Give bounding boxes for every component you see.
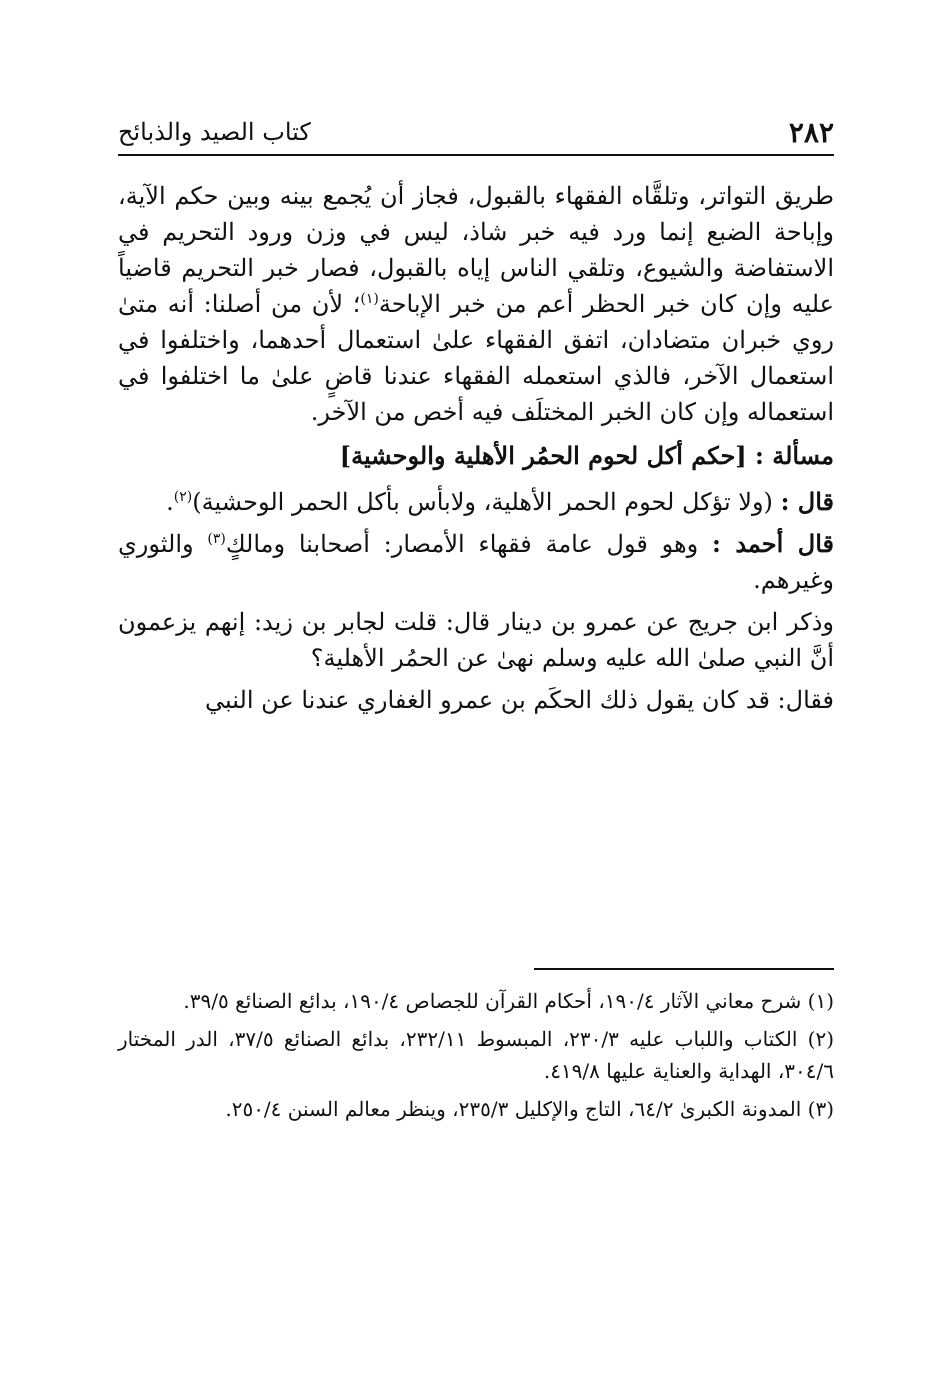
paragraph [118,682,834,718]
page-header [118,112,834,156]
quoted-text: (ولا تؤكل لحوم الحمر الأهلية، ولابأس بأكل الحمر الوحشية) [192,488,773,516]
paragraph-text: فقال: قد كان يقول ذلك الحكَم بن عمرو الغفاري عندنا عن النبي [205,686,834,714]
footnote: (٢) الكتاب واللباب عليه ٢٣٠/٣، المبسوط ٢٣٢/١١، بدائع الصنائع ٣٧/٥، الدر المختار ٣٠٤/٦، الهداية والعناية عليها ٤١٩/٨. [118,1027,834,1083]
speaker-label: قال أحمد : [712,529,834,558]
footnote: (١) شرح معاني الآثار ١٩٠/٤، أحكام القرآن للجصاص ١٩٠/٤، بدائع الصنائع ٣٩/٥. [183,989,834,1013]
footnote: (٣) المدونة الكبرىٰ ٦٤/٢، التاج والإكليل ٢٣٥/٣، وينظر معالم السنن ٢٥٠/٤. [225,1097,834,1121]
footnotes [118,985,834,1131]
issue-title: [حكم أكل لحوم الحمُر الأهلية والوحشية] [339,441,747,470]
footnote-ref: (٢) [173,489,193,505]
footnote-ref: (١) [360,291,379,307]
running-title: كتاب الصيد والذبائح [118,118,311,146]
paragraph-text: وذكر ابن جريج عن عمرو بن دينار قال: قلت لجابر بن زيد: إنهم يزعمون أنَّ النبي صلىٰ الله عليه وسلم نهىٰ عن الحمُر الأهلية؟ [118,608,834,672]
paragraph [118,604,834,676]
speaker-label: قال : [780,487,834,516]
paragraph-text: وهو قول عامة فقهاء الأمصار: أصحابنا ومالكٍ [225,530,699,558]
paragraph-text: والثوري وغيرهم. [118,530,834,594]
main-text [118,178,834,724]
page-number: ٢٨٢ [788,116,834,149]
paragraph [118,526,834,598]
paragraph [118,484,834,520]
footnote-ref: (٣) [207,531,226,547]
footnote-divider [534,968,834,970]
issue-label: مسألة : [755,441,834,470]
paragraph-text: طريق التواتر، وتلقَّاه الفقهاء بالقبول، فجاز أن يُجمع بينه وبين حكم الآية، وإباحة الضبع إنما ورد فيه خبر شاذ، ليس في وزن ورود التحريم في الاستفاضة والشيوع، وتلقي الناس إياه بالقبول، فصار خبر التحريم قاضياً عليه وإن كان خبر الحظر أعم من خبر الإباحة [118,182,834,318]
issue-heading [118,438,834,474]
paragraph [118,178,834,430]
paragraph-text: ؛ لأن من أصلنا: أنه متىٰ روي خبران متضادان، اتفق الفقهاء علىٰ استعمال أحدهما، واختلفوا في استعمال الآخر، فالذي استعمله الفقهاء عندنا قاضٍ علىٰ ما اختلفوا في استعماله وإن كان الخبر المختلَف فيه أخص من الآخر. [118,290,834,426]
punctuation: . [166,488,174,516]
